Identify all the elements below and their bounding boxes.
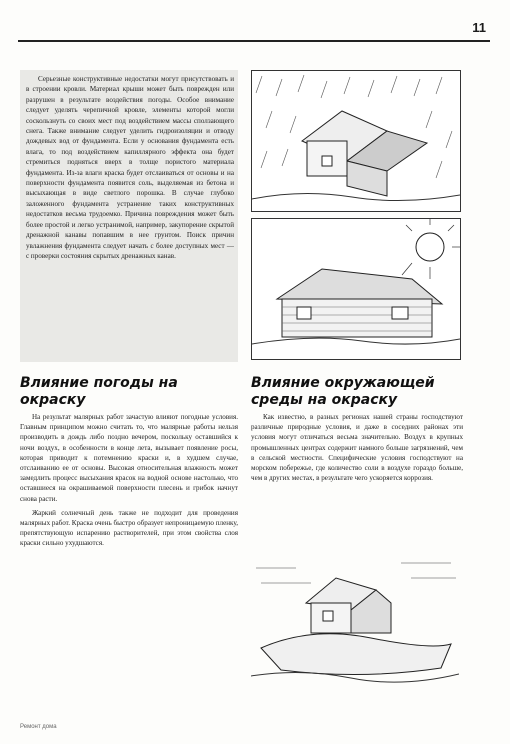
- header-rule: [18, 40, 490, 42]
- weather-paragraph-1: На результат малярных работ зачастую влияют погодные условия. Главным принципом можно считать то, что малярные работы нельзя производить в дождь либо поздно вечером, поскольку оставшийся к ночи воздух, в особенности в конце лета, вызывает появление росы, которая приводит к потемнению краски и, в худшем случае, отслаиванию ее от основы. Высокая относительная влажность может замедлить процесс высыхания красок на водной основе настолько, что оставшиеся на окрашиваемой поверхности плесень и грибок начнут снова расти.: [20, 413, 238, 503]
- footer-label: Ремонт дома: [20, 724, 57, 730]
- section-heading-environment: Влияние окружающей среды на окраску: [251, 375, 435, 408]
- rain-house-illustration: [251, 70, 461, 212]
- sun-house-illustration: [251, 218, 461, 360]
- weather-paragraph-2: Жаркий солнечный день также не подходит для проведения малярных работ. Краска очень быстро образует непроницаемую пленку, препятствующую испарению растворителей, при этом свойства слоя краски сильно ухудшаются.: [20, 508, 238, 548]
- environment-section-text: [251, 412, 463, 487]
- weather-section-text: [20, 412, 238, 553]
- intro-text-block: [20, 70, 238, 362]
- coast-house-illustration: [251, 548, 459, 690]
- environment-paragraph-1: Как известно, в разных регионах нашей страны господствуют различные природные условия, и даже в соседних районах эти условия могут отличаться весьма значительно. Воздух в крупных промышленных центрах содержит намного больше загрязнений, чем в сельской местности. Специфические условия господствуют на морском побережье, где количество соли в воздухе гораздо больше, чем в других местах, в результате чего ускоряется коррозия.: [251, 413, 463, 483]
- section-heading-weather: Влияние погоды на окраску: [20, 375, 178, 408]
- intro-paragraph: Серьезные конструктивные недостатки могут присутствовать и в строении кровли. Материал крыши может быть поврежден или разрушен в результате воздействия погоды. Особое внимание следует уделять черепичной кровле, элементы которой могли соскользнуть со своих мест под воздействием массы сползающего снега. Также внимание следует уделить гидроизоляции и отводу дождевых вод от фундамента. Если у основания фундамента есть влага, то под воздействием капиллярного эффекта она будет стремиться подняться вверх в толще пористого материала фундамента. Из-за влаги краска будет отслаиваться от основы и на поверхности фундамента появится соль, выделяемая из бетона и высыхающая в виде светлого порошка. В случае глубоко заложенного фундамента устранение таких конструктивных недостатков весьма трудоемко. Причина повреждения может быть более простой и легко устранимой, например, закупорение скрытой дренажной канавы попавшим в нее грунтом. Поиск причин увлажнения фундамента следует начать с более доступных мест — с проверки состояния скрытых дренажных канав.: [26, 75, 234, 260]
- page-number: 11: [472, 20, 486, 35]
